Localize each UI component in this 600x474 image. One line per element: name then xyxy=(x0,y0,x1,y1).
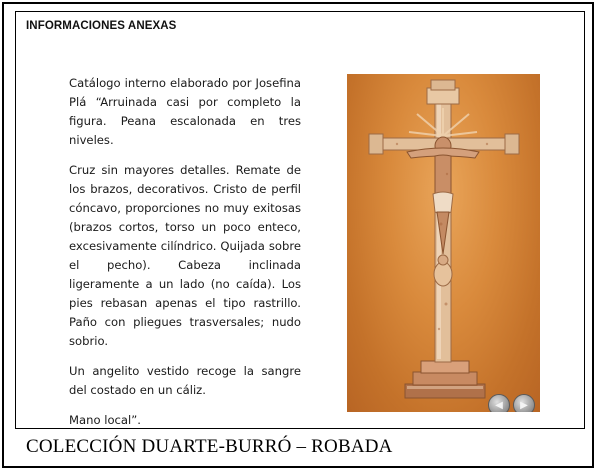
content-panel xyxy=(15,11,585,429)
arrow-left-icon: ◀ xyxy=(495,399,503,411)
crucifix-illustration xyxy=(347,74,540,412)
description-paragraph: Cruz sin mayores detalles. Remate de los brazos, decorativos. Cristo de perfil cóncavo, proporciones no muy exitosas (brazos cortos, torso un poco enteco, excesivamente cilíndrico. Quijada sobre el pecho). Cabeza inclinada ligeramente a un lado (no caída). Los pies rebasan apenas el tipo rastrillo. Paño con pliegues trasversales; nudo sobrio. xyxy=(69,163,301,348)
description-text xyxy=(69,74,301,441)
description-paragraph: Un angelito vestido recoge la sangre del costado en un cáliz. xyxy=(69,364,301,397)
photo-next-button[interactable] xyxy=(513,394,535,412)
description-paragraph: Catálogo interno elaborado por Josefina Plá “Arruinada casi por completo la figura. Peana escalonada en tres niveles. xyxy=(69,76,301,147)
page-frame xyxy=(2,2,594,468)
photo-prev-button[interactable] xyxy=(488,394,510,412)
arrow-right-icon: ▶ xyxy=(520,399,528,411)
crucifix-photo xyxy=(347,74,540,412)
description-paragraph: Mano local”. xyxy=(69,413,141,427)
section-title: INFORMACIONES ANEXAS xyxy=(26,20,177,32)
collection-caption: COLECCIÓN DUARTE-BURRÓ – ROBADA xyxy=(26,436,393,457)
